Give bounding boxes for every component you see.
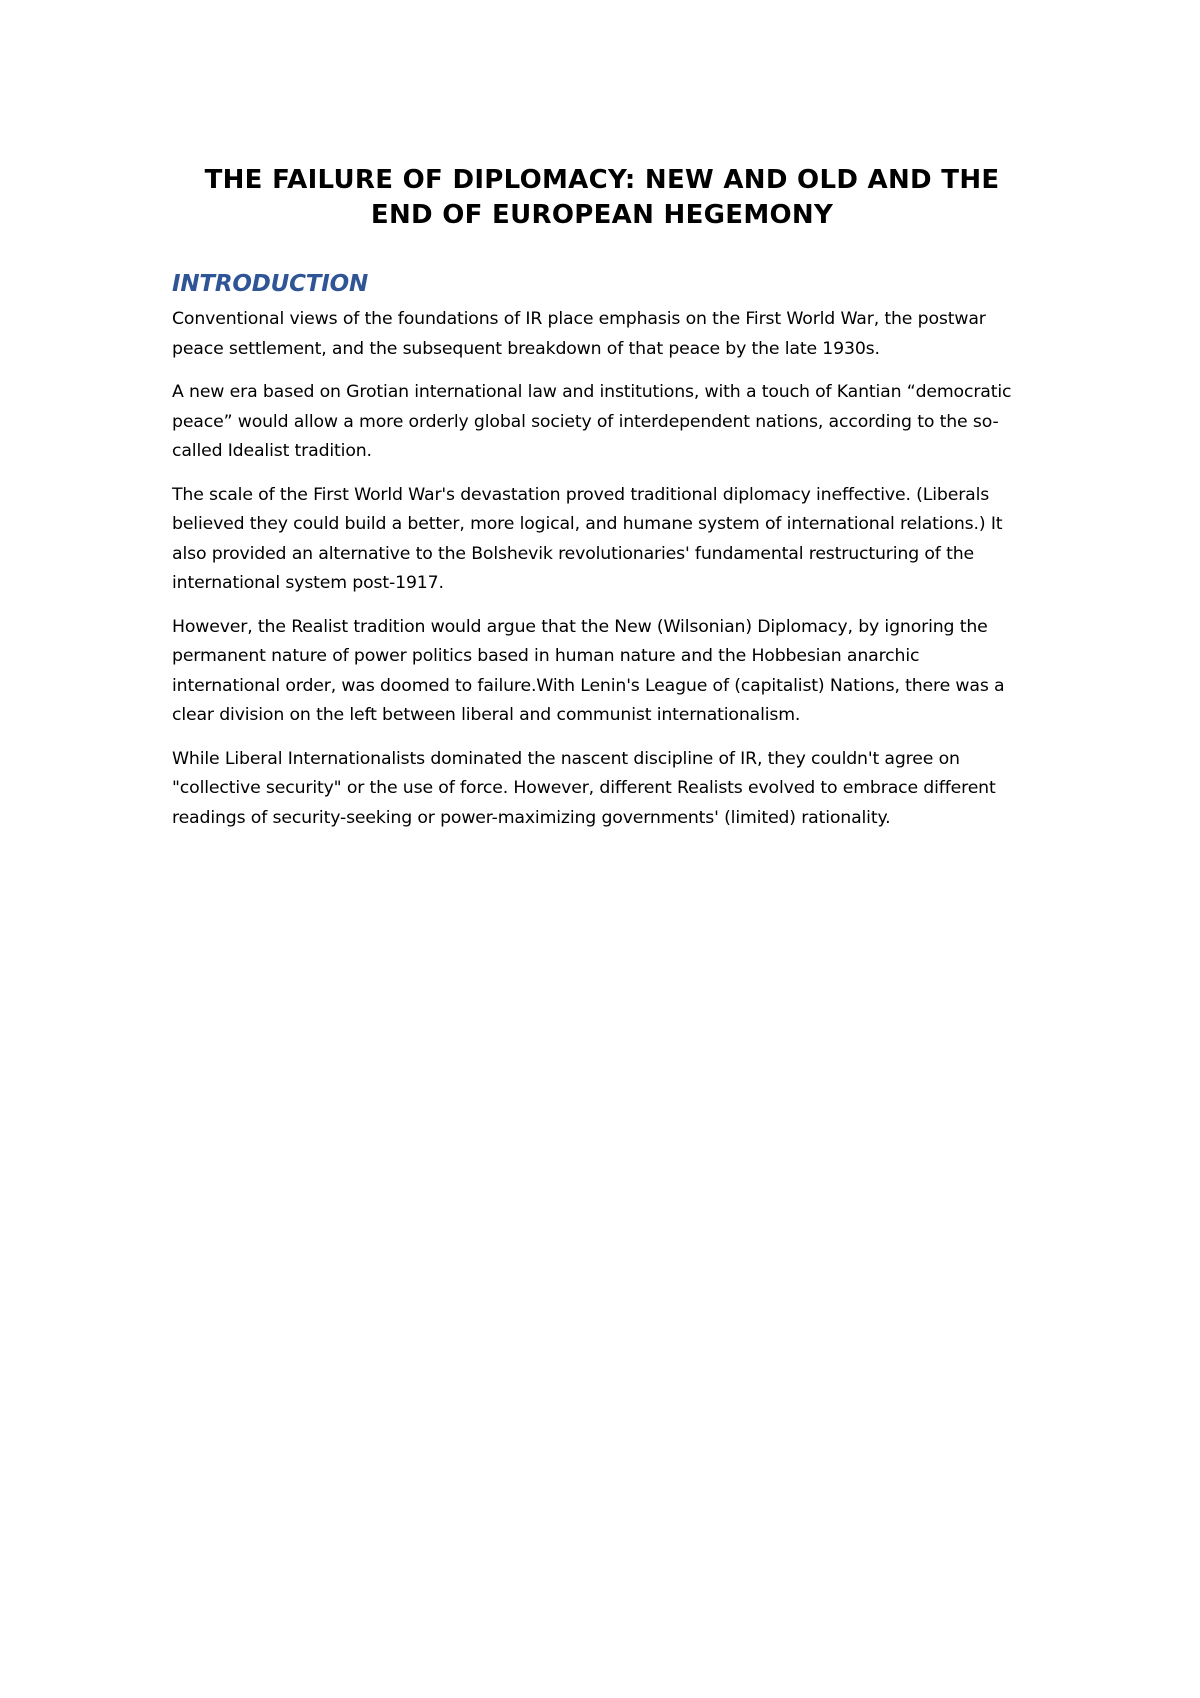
paragraph-realist-tradition: However, the Realist tradition would argue that the New (Wilsonian) Diplomacy, by ignoring the permanent nature of power politics based in human nature and the Hobbesian anarchic international order, was doomed to failure.With Lenin's League of (capitalist) Nations, there was a clear division on the left between liberal and communist internationalism. — [172, 616, 1005, 725]
document-title: THE FAILURE OF DIPLOMACY: NEW AND OLD AND THE END OF EUROPEAN HEGEMONY — [204, 165, 1000, 230]
paragraph-liberal-internationalists: While Liberal Internationalists dominated the nascent discipline of IR, they couldn't agree on "collective security" or the use of force. However, different Realists evolved to embrace different readings of security-seeking or power-maximizing governments' (limited) rationality. — [172, 748, 996, 828]
section-heading-introduction: INTRODUCTION — [172, 271, 369, 297]
paragraph-conventional-views: Conventional views of the foundations of IR place emphasis on the First World War, the postwar peace settlement, and the subsequent breakdown of that peace by the late 1930s. — [172, 309, 986, 359]
paragraph-new-era: A new era based on Grotian international law and institutions, with a touch of Kantian “democratic peace” would allow a more orderly global society of interdependent nations, according to the so-called Idealist tradition. — [172, 382, 1012, 461]
document-body — [172, 163, 1032, 847]
paragraph-first-world-war-scale: The scale of the First World War's devastation proved traditional diplomacy ineffective. (Liberals believed they could build a better, more logical, and humane system of international relations.) It also provided an alternative to the Bolshevik revolutionaries' fundamental restructuring of the international system post-1917. — [172, 484, 1003, 593]
